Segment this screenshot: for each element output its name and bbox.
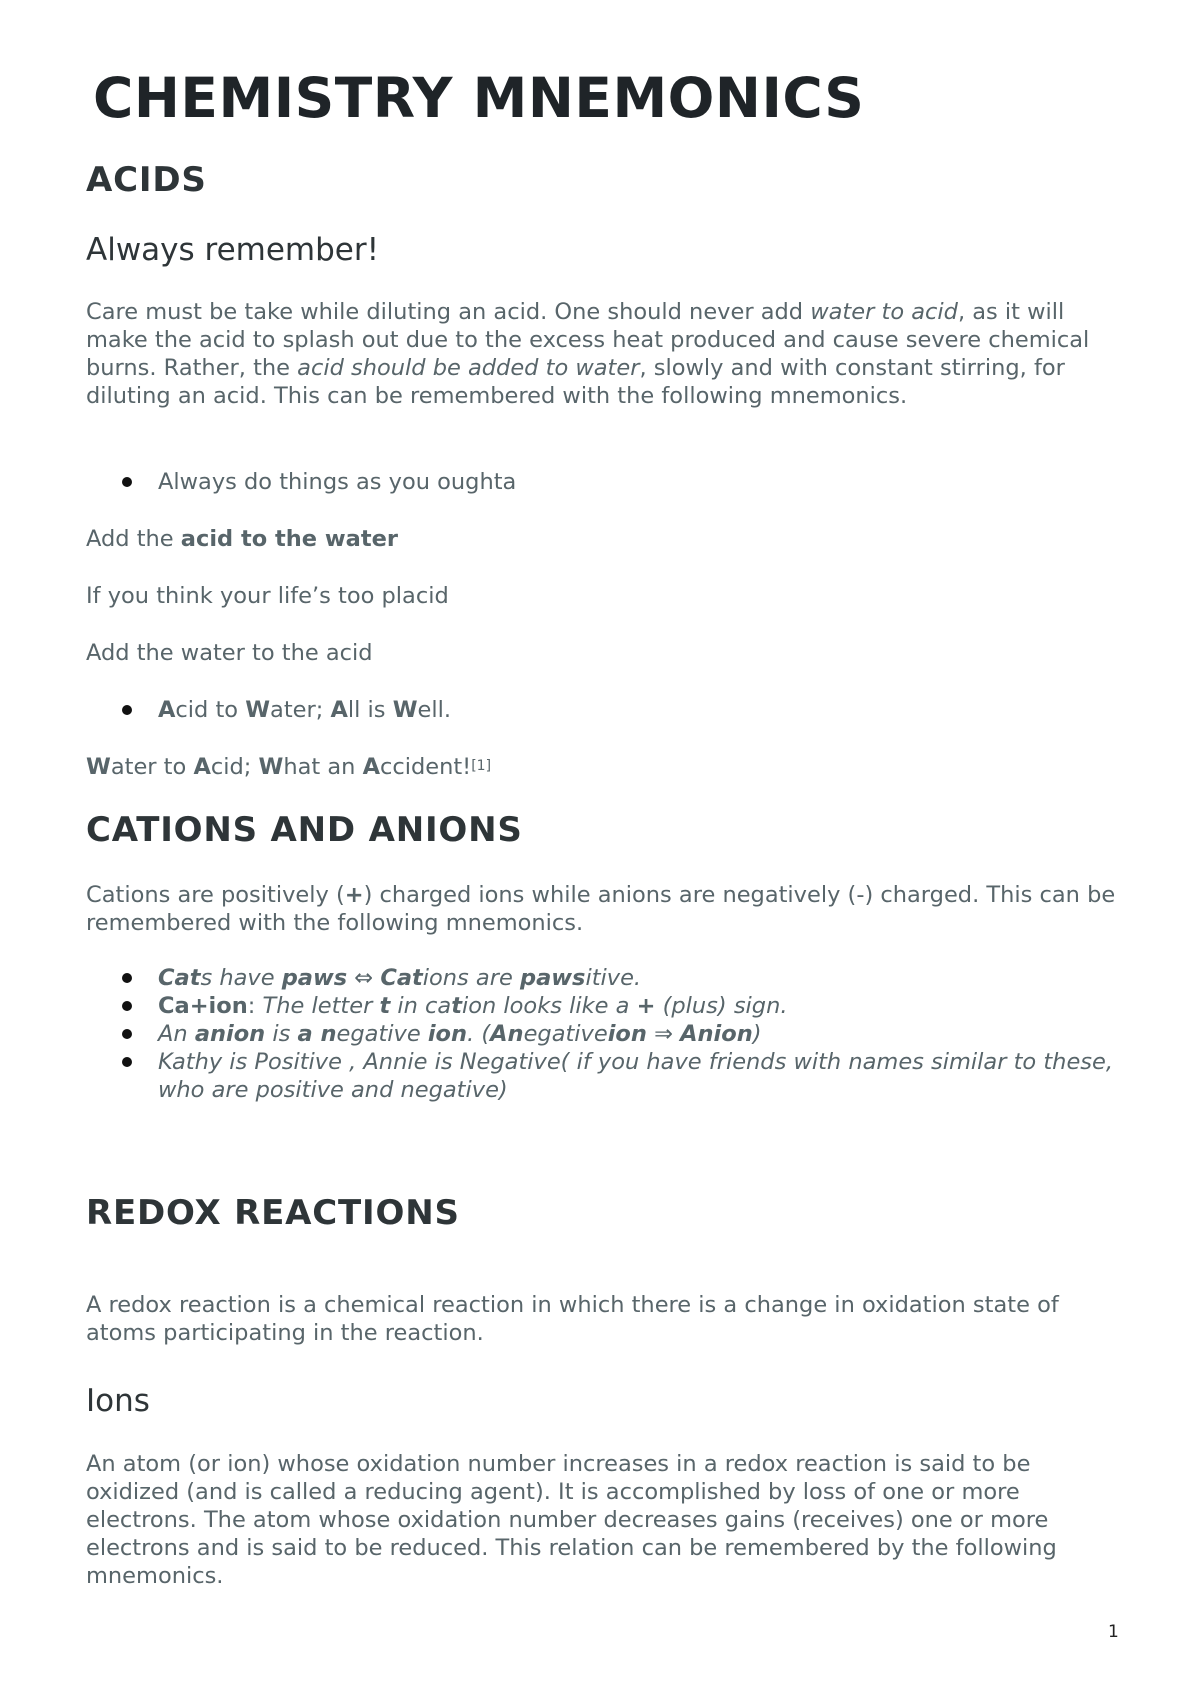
footnote-reference[interactable]: [1] (471, 758, 492, 774)
document-title: CHEMISTRY MNEMONICS (93, 66, 865, 130)
acids-bullet-2: Acid to Water; All is Well. (158, 697, 452, 723)
cations-bullet-3: An anion is a negative ion. (Anegativeion ⇒ Anion) (158, 1021, 762, 1047)
acids-line-4: Water to Acid; What an Accident![1] (86, 754, 492, 780)
bullet-dot (122, 477, 132, 487)
cations-bullet-2: Ca+ion: The letter t in cation looks like a + (plus) sign. (158, 993, 788, 1019)
bullet-dot (122, 1057, 132, 1067)
redox-heading: REDOX REACTIONS (86, 1193, 460, 1233)
redox-paragraph: A redox reaction is a chemical reaction in which there is a change in oxidation state of atoms participating in the reaction. (86, 1292, 1059, 1346)
cations-bullet-1: Cats have paws ⇔ Cations are pawsitive. (158, 965, 642, 991)
cations-bullet-4: Kathy is Positive , Annie is Negative( if you have friends with names similar to these, who are positive and negative) (158, 1049, 1113, 1103)
acids-line-3: Add the water to the acid (86, 640, 373, 666)
bullet-dot (122, 1029, 132, 1039)
cations-paragraph: Cations are positively (+) charged ions while anions are negatively (-) charged. This can be remembered with the following mnemonics. (86, 882, 1116, 936)
acids-paragraph: Care must be take while diluting an acid. One should never add water to acid, as it will make the acid to splash out due to the excess heat produced and cause severe chemical burns. Rather, the acid should be added to water, slowly and with constant stirring, for diluting an acid. This can be remembered with the following mnemonics. (86, 299, 1090, 409)
ions-paragraph: An atom (or ion) whose oxidation number increases in a redox reaction is said to be oxidized (and is called a reducing agent). It is accomplished by loss of one or more electrons. The atom whose oxidation number decreases gains (receives) one or more electrons and is said to be reduced. This relation can be remembered by the following mnemonics. (86, 1451, 1057, 1589)
cations-heading: CATIONS AND ANIONS (86, 810, 523, 850)
acids-line-2: If you think your life’s too placid (86, 583, 449, 609)
bullet-dot (122, 1001, 132, 1011)
bullet-dot (122, 705, 132, 715)
bullet-dot (122, 973, 132, 983)
acids-heading: ACIDS (86, 160, 207, 200)
acids-line-1: Add the acid to the water (86, 526, 398, 552)
ions-subheading: Ions (86, 1383, 150, 1419)
page-number: 1 (1108, 1622, 1119, 1642)
acids-bullet-1: Always do things as you oughta (158, 469, 517, 495)
acids-subheading: Always remember! (86, 232, 380, 268)
